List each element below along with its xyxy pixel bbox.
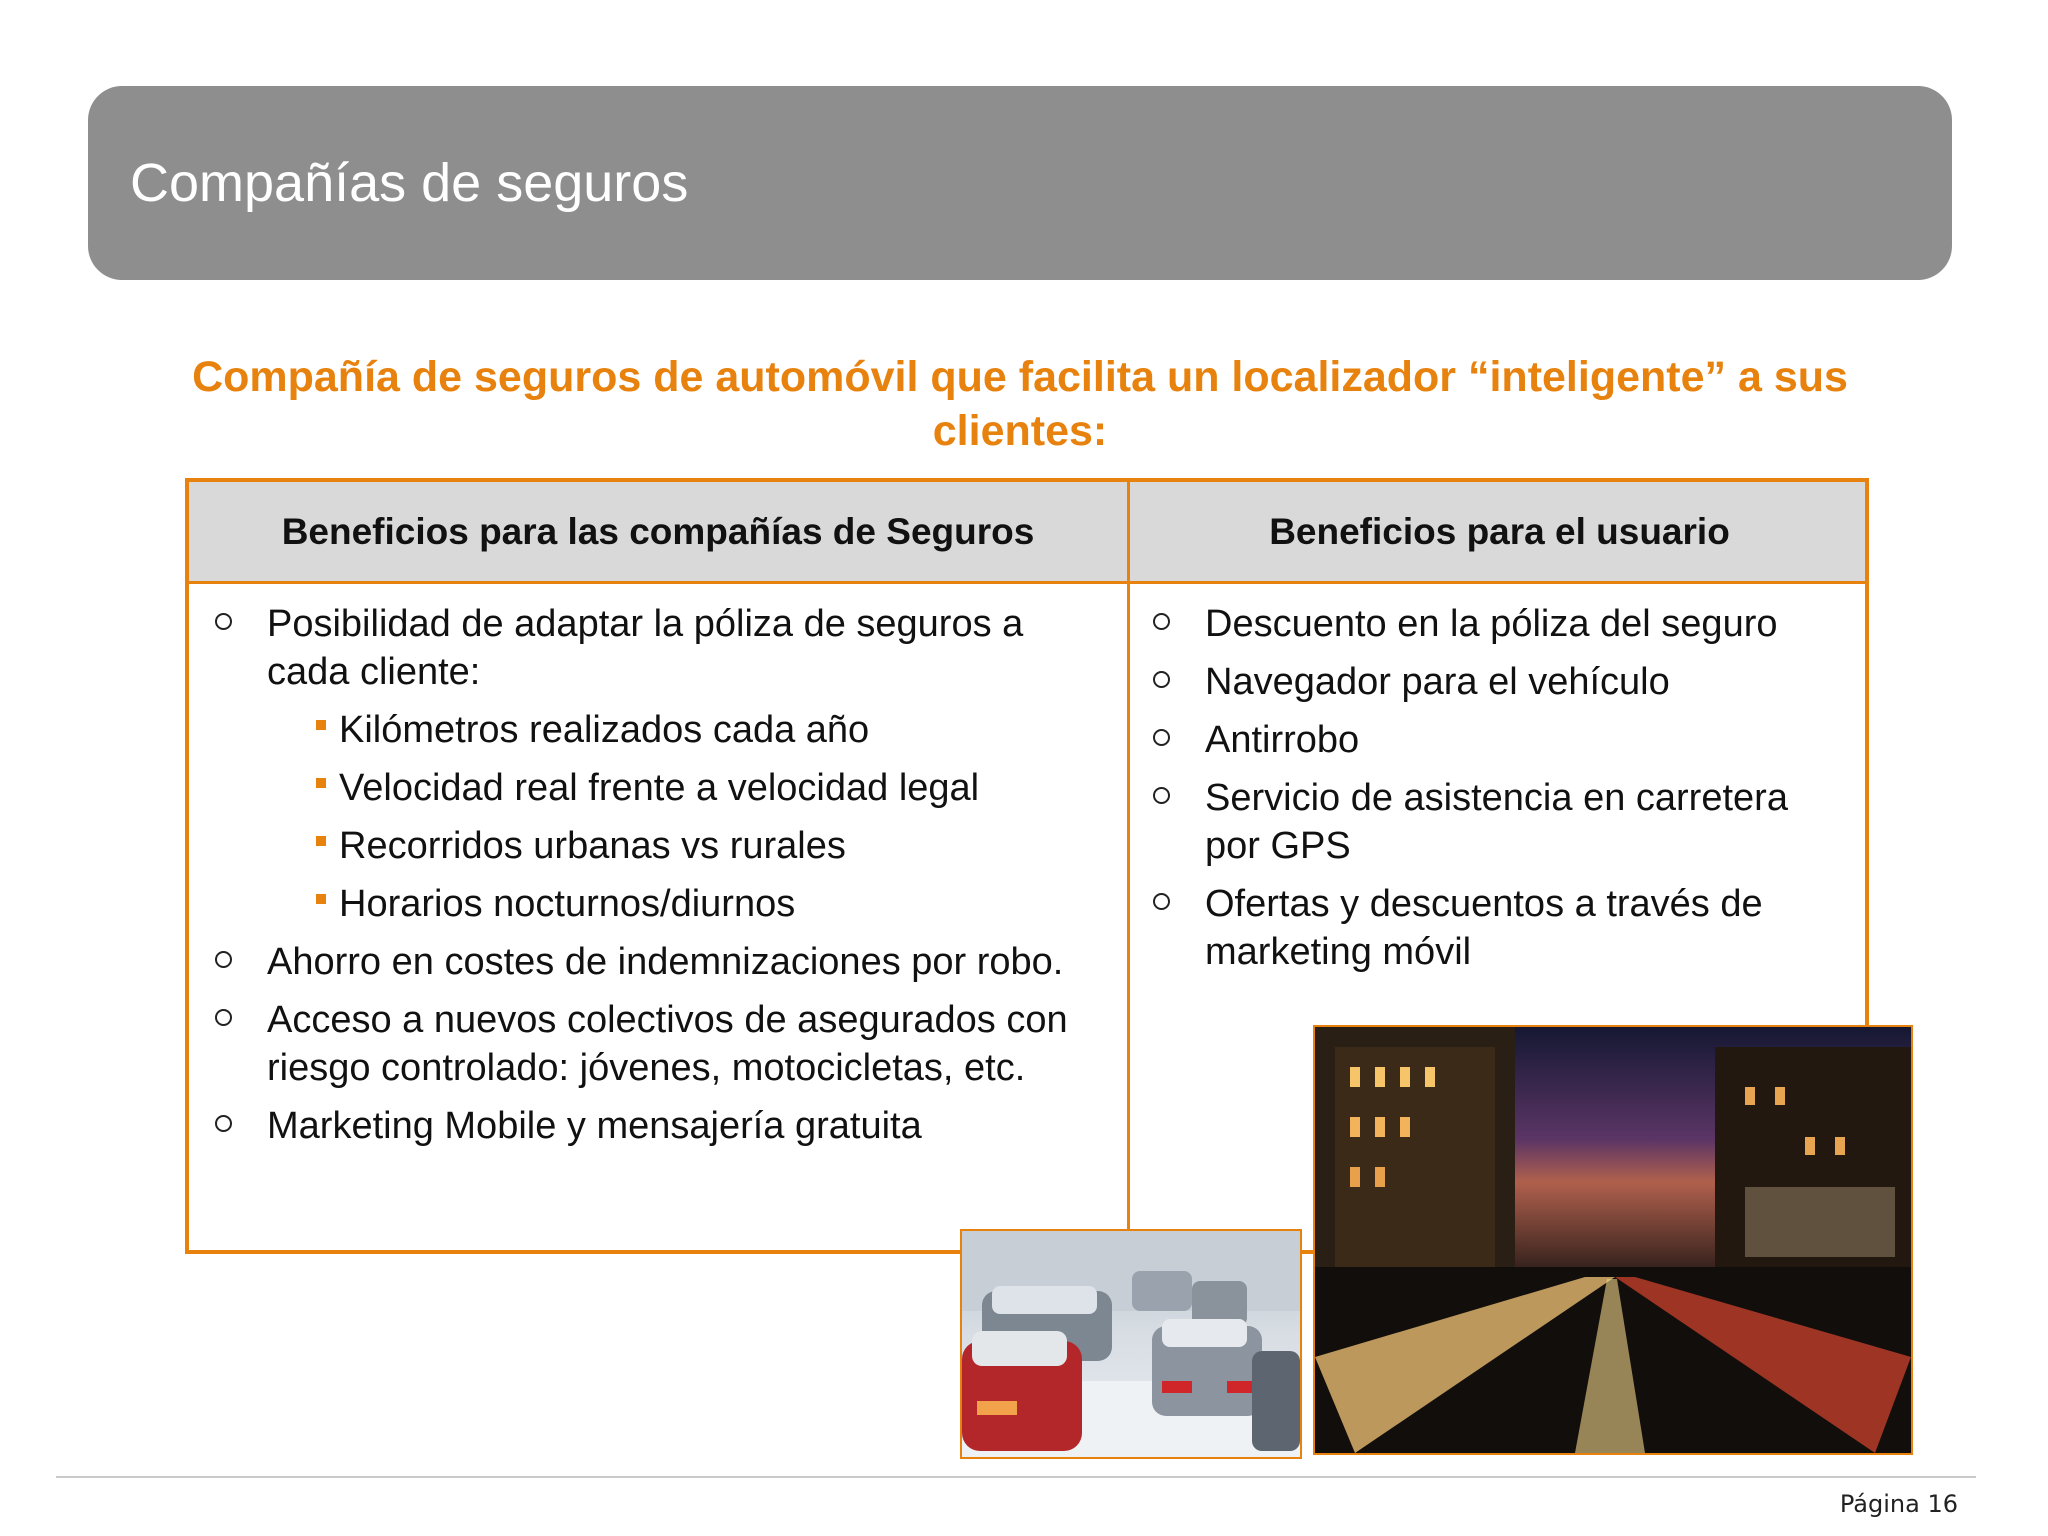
list-item <box>209 996 1109 1092</box>
list-item <box>1147 716 1847 764</box>
list-item-text: Acceso a nuevos colectivos de asegurados con riesgo controlado: jóvenes, motocicletas, etc. <box>267 999 1068 1089</box>
circle-bullet-icon <box>1153 613 1170 630</box>
sub-list-item-text: Recorridos urbanas vs rurales <box>339 825 846 867</box>
list-item-text: Antirrobo <box>1205 719 1360 761</box>
col-header-user: Beneficios para el usuario <box>1269 510 1730 552</box>
list-item-text: Descuento en la póliza del seguro <box>1205 603 1778 645</box>
snowy-traffic-illustration <box>962 1231 1300 1457</box>
list-item-text: Ofertas y descuentos a través de marketing móvil <box>1205 883 1763 973</box>
circle-bullet-icon <box>215 1009 232 1026</box>
list-item <box>209 1102 1109 1150</box>
list-item-text: Posibilidad de adaptar la póliza de seguros a cada cliente: <box>267 603 1024 693</box>
list-item-text: Marketing Mobile y mensajería gratuita <box>267 1105 922 1147</box>
list-item <box>209 938 1109 986</box>
list-item-text: Ahorro en costes de indemnizaciones por robo. <box>267 941 1064 983</box>
sub-list-item-text: Horarios nocturnos/diurnos <box>339 883 796 925</box>
list-item <box>1147 658 1847 706</box>
sub-list-item <box>209 764 1109 812</box>
title-bar <box>88 86 1952 280</box>
circle-bullet-icon <box>1153 787 1170 804</box>
square-bullet-icon <box>316 720 326 730</box>
list-item <box>1147 600 1847 648</box>
page-number: Página 16 <box>1839 1490 1958 1518</box>
square-bullet-icon <box>316 894 326 904</box>
slide-title: Compañías de seguros <box>130 153 689 213</box>
circle-bullet-icon <box>1153 729 1170 746</box>
insurer-benefits-list <box>209 600 1109 1160</box>
sub-list-item <box>209 706 1109 754</box>
col-header-insurers: Beneficios para las compañías de Seguros <box>281 510 1035 552</box>
square-bullet-icon <box>316 836 326 846</box>
sub-list-item <box>209 880 1109 928</box>
column-divider <box>1127 482 1130 1250</box>
sub-list-item <box>209 822 1109 870</box>
table-header-row <box>189 482 1865 584</box>
circle-bullet-icon <box>215 613 232 630</box>
list-item <box>1147 774 1847 870</box>
sub-list-item-text: Velocidad real frente a velocidad legal <box>339 767 980 809</box>
snowy-traffic-photo <box>960 1229 1302 1459</box>
slide-subtitle: Compañía de seguros de automóvil que facilita un localizador “inteligente” a sus clientes: <box>192 353 1848 455</box>
user-benefits-list <box>1147 600 1847 986</box>
list-item-text: Servicio de asistencia en carretera por GPS <box>1205 777 1788 867</box>
circle-bullet-icon <box>1153 671 1170 688</box>
night-street-photo <box>1313 1025 1913 1455</box>
list-item <box>209 600 1109 696</box>
square-bullet-icon <box>316 778 326 788</box>
circle-bullet-icon <box>1153 893 1170 910</box>
night-street-illustration <box>1315 1027 1911 1453</box>
circle-bullet-icon <box>215 1115 232 1132</box>
circle-bullet-icon <box>215 951 232 968</box>
footer-divider <box>56 1476 1976 1478</box>
sub-list-item-text: Kilómetros realizados cada año <box>339 709 870 751</box>
list-item-text: Navegador para el vehículo <box>1205 661 1670 703</box>
list-item <box>1147 880 1847 976</box>
